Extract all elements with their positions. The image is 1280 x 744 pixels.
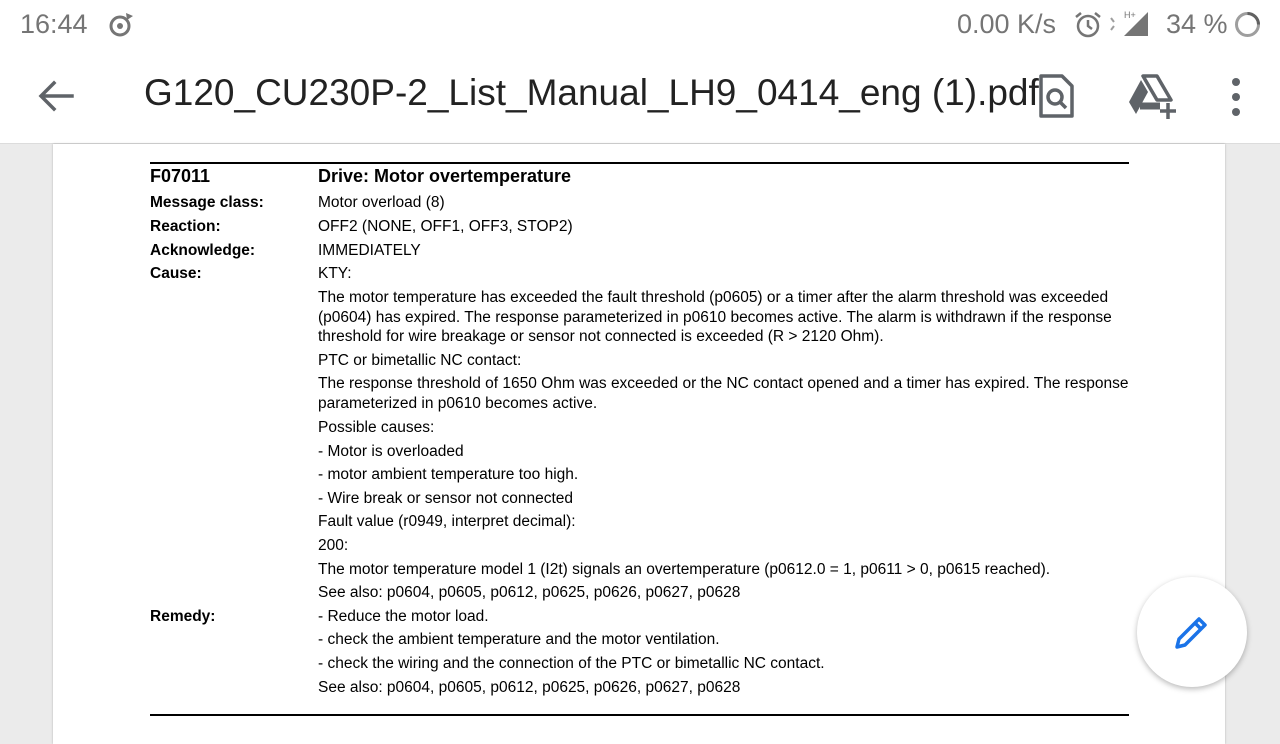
document-title: G120_CU230P-2_List_Manual_LH9_0414_eng (1).pdf (144, 72, 1039, 113)
remedy-line: - check the wiring and the connection of the PTC or bimetallic NC contact. (318, 655, 825, 672)
cause-line: Fault value (r0949, interpret decimal): (318, 513, 576, 530)
net-speed: 0.00 K/s (957, 9, 1057, 39)
app-bar (0, 50, 1280, 144)
sync-icon (106, 10, 136, 40)
status-time: 16:44 (20, 9, 88, 39)
cause-paragraph: The motor temperature has exceeded the fault threshold (p0605) or a timer after the alarm threshold was exceeded (p0604) has expired. The response parameterized in p0610 becomes active. The alarm is withdrawn if the response threshold for wire breakage or sensor not connected is exceeded (R > 2120 Ohm). (318, 289, 1112, 345)
cause-label: Cause: (150, 265, 202, 282)
cause-line: Possible causes: (318, 419, 435, 436)
signal-type-label: H+ (1124, 10, 1136, 20)
cause-see-also: See also: p0604, p0605, p0612, p0625, p0626, p0627, p0628 (318, 584, 741, 601)
message-class-label: Message class: (150, 194, 264, 211)
battery-percent: 34 % (1166, 9, 1228, 39)
cause-line: PTC or bimetallic NC contact: (318, 352, 522, 369)
cause-line: - Wire break or sensor not connected (318, 490, 574, 507)
find-in-page-icon[interactable] (1032, 72, 1080, 120)
back-arrow-icon[interactable] (34, 74, 78, 118)
message-class-value: Motor overload (8) (318, 194, 445, 211)
alarm-icon (1073, 10, 1103, 40)
acknowledge-label: Acknowledge: (150, 242, 256, 259)
acknowledge-value: IMMEDIATELY (318, 242, 421, 259)
remedy-label: Remedy: (150, 608, 216, 625)
top-rule (150, 162, 1129, 164)
fault-code: F07011 (150, 166, 211, 186)
edit-fab-button[interactable] (1137, 577, 1247, 687)
cause-line: - Motor is overloaded (318, 443, 464, 460)
pencil-icon (1171, 611, 1213, 653)
pdf-page (53, 144, 1225, 744)
reaction-value: OFF2 (NONE, OFF1, OFF3, STOP2) (318, 218, 573, 235)
cause-line: 200: (318, 537, 349, 554)
remedy-line: - Reduce the motor load. (318, 608, 489, 625)
remedy-line: - check the ambient temperature and the motor ventilation. (318, 631, 720, 648)
more-vert-icon[interactable] (1221, 74, 1251, 120)
cause-line: KTY: (318, 265, 352, 282)
status-bar (0, 0, 1280, 50)
cause-paragraph: The response threshold of 1650 Ohm was exceeded or the NC contact opened and a timer has expired. The response parameterized in p0610 becomes active. (318, 375, 1129, 412)
cause-line: The motor temperature model 1 (I2t) signals an overtemperature (p0612.0 = 1, p0611 > 0, p0615 reached). (318, 561, 1051, 578)
battery-icon (1234, 11, 1261, 38)
fault-heading: Drive: Motor overtemperature (318, 166, 572, 186)
reaction-label: Reaction: (150, 218, 221, 235)
cause-line: - motor ambient temperature too high. (318, 466, 579, 483)
add-to-drive-icon[interactable] (1126, 72, 1178, 120)
remedy-see-also: See also: p0604, p0605, p0612, p0625, p0626, p0627, p0628 (318, 679, 741, 696)
signal-icon (1108, 8, 1150, 40)
bottom-rule (150, 714, 1129, 716)
